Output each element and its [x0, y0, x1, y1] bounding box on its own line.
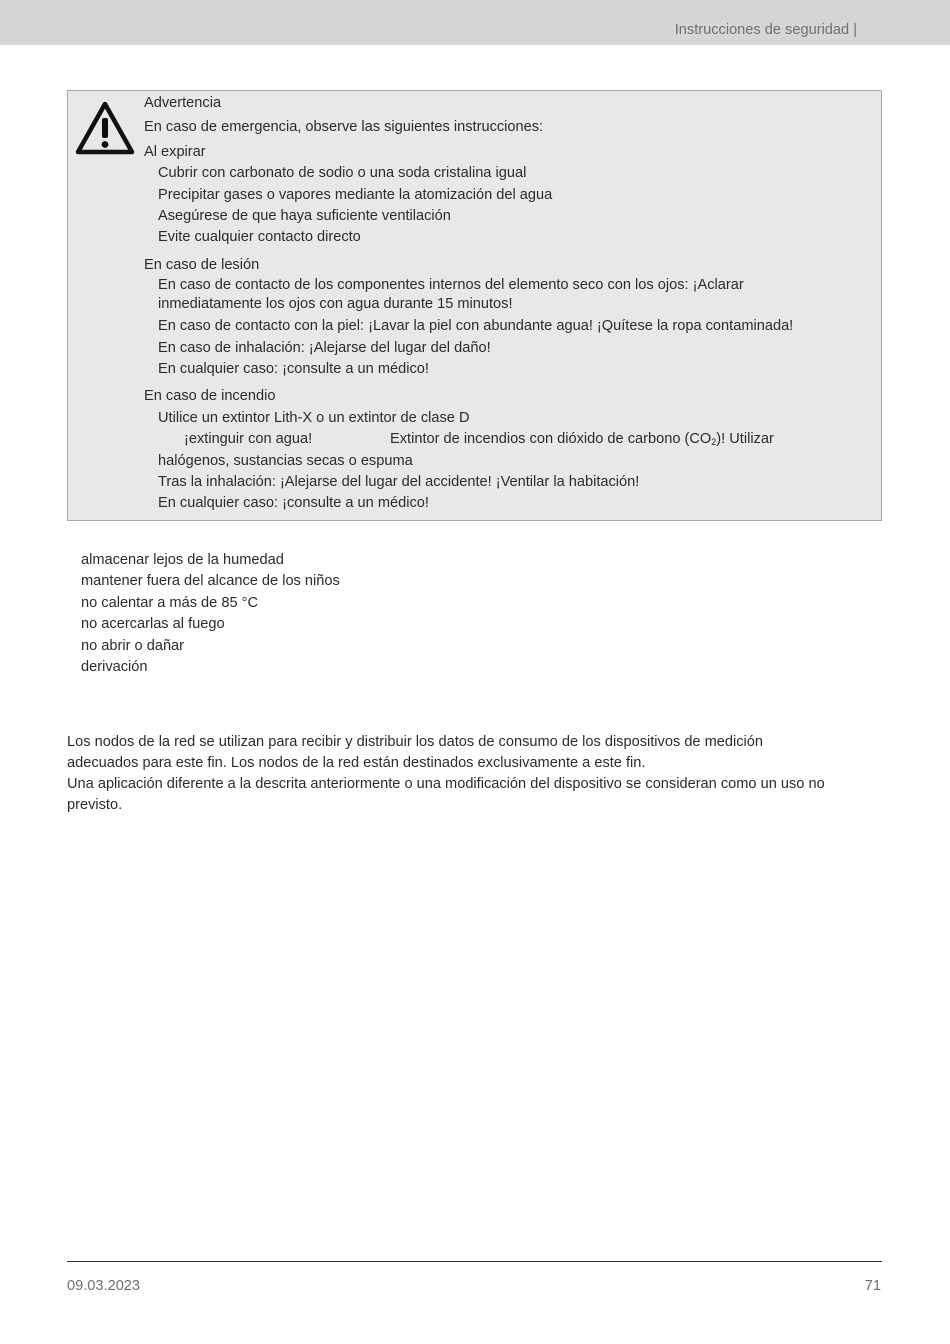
injury-inhalation: En caso de inhalación: ¡Alejarse del lugar del daño!	[158, 339, 491, 356]
page-number: 71	[864, 1278, 881, 1294]
storage-item: no acercarlas al fuego	[81, 616, 225, 633]
warning-box	[67, 90, 882, 521]
page-header	[0, 0, 950, 45]
warning-content	[144, 93, 874, 515]
storage-item: mantener fuera del alcance de los niños	[81, 573, 340, 590]
fire-no-water: ¡extinguir con agua!	[184, 431, 313, 448]
injury-skin: En caso de contacto con la piel: ¡Lavar la piel con abundante agua! ¡Quítese la ropa contaminada!	[158, 318, 794, 335]
fire-doctor: En cualquier caso: ¡consulte a un médico!	[158, 495, 429, 512]
footer-date: 09.03.2023	[67, 1278, 141, 1294]
storage-item: no calentar a más de 85 °C	[81, 594, 259, 611]
fire-extinguisher-types	[144, 429, 874, 450]
fire-after-inhalation: Tras la inhalación: ¡Alejarse del lugar del accidente! ¡Ventilar la habitación!	[158, 474, 640, 491]
fire-co2-suffix: )! Utilizar	[716, 431, 774, 448]
paragraph-2-line2: previsto.	[67, 796, 123, 813]
injury-eyes-line2: inmediatamente los ojos con agua durante 15 minutos!	[158, 296, 513, 313]
fire-co2-text: Extintor de incendios con dióxido de carbono (CO	[390, 431, 712, 448]
paragraph-2-line1: Una aplicación diferente a la descrita anteriormente o una modificación del dispositivo se consideran como un uso no	[67, 776, 825, 792]
fire-co2-subscript: 2	[711, 437, 717, 448]
storage-item: almacenar lejos de la humedad	[81, 552, 284, 568]
warning-intro: En caso de emergencia, observe las siguientes instrucciones:	[144, 119, 544, 136]
paragraph-1-line1: Los nodos de la red se utilizan para recibir y distribuir los datos de consumo de los dispositivos de medición	[67, 734, 764, 750]
expire-item: Asegúrese de que haya suficiente ventilación	[158, 208, 451, 225]
fire-co2	[390, 429, 774, 450]
fire-heading: En caso de incendio	[144, 388, 276, 405]
header-title: Instrucciones de seguridad |	[674, 22, 857, 38]
storage-item: no abrir o dañar	[81, 637, 185, 654]
injury-eyes-line1: En caso de contacto de los componentes internos del elemento seco con los ojos: ¡Aclarar	[158, 277, 744, 294]
expire-item: Precipitar gases o vapores mediante la atomización del agua	[158, 186, 553, 203]
fire-halogen: halógenos, sustancias secas o espuma	[158, 452, 413, 469]
warning-title: Advertencia	[144, 95, 222, 111]
paragraph-1	[67, 732, 887, 773]
paragraph-2	[67, 774, 887, 815]
footer-divider	[67, 1261, 882, 1262]
paragraph-1-line2: adecuados para este fin. Los nodos de la red están destinados exclusivamente a este fin.	[67, 754, 646, 771]
warning-triangle-icon	[74, 100, 136, 156]
injury-doctor: En cualquier caso: ¡consulte a un médico!	[158, 361, 429, 378]
storage-list	[81, 550, 340, 678]
injury-heading: En caso de lesión	[144, 256, 260, 273]
expire-item: Cubrir con carbonato de sodio o una soda cristalina igual	[158, 165, 527, 182]
expire-heading: Al expirar	[144, 143, 206, 160]
intended-use-text	[67, 732, 887, 815]
storage-item: derivación	[81, 659, 148, 676]
fire-extinguisher: Utilice un extintor Lith-X o un extintor de clase D	[158, 409, 470, 426]
expire-item: Evite cualquier contacto directo	[158, 229, 361, 246]
